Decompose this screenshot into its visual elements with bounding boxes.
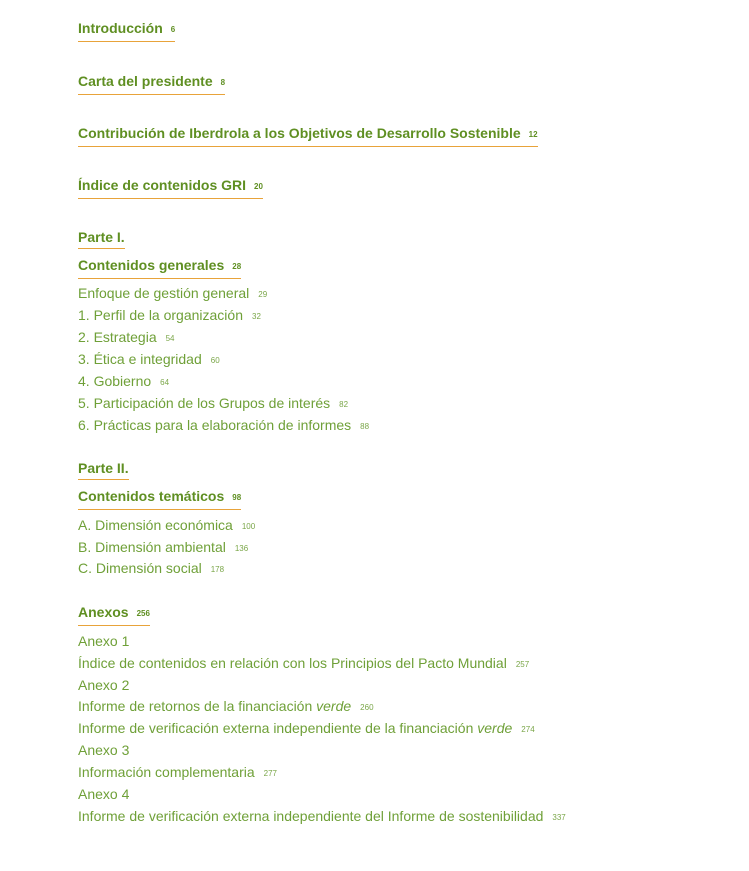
heading-label: Introducción (78, 20, 163, 36)
item-label: 5. Participación de los Grupos de interés (78, 395, 331, 411)
page-number: 337 (552, 813, 566, 822)
toc-item[interactable] (78, 763, 277, 783)
item-label: Informe de verificación externa independiente del Informe de sostenibilidad (78, 808, 544, 824)
toc-item[interactable] (78, 807, 566, 827)
item-label: A. Dimensión económica (78, 517, 233, 533)
toc-heading-introduccion[interactable] (78, 20, 175, 42)
item-label: Información complementaria (78, 764, 255, 780)
item-label: Anexo 3 (78, 742, 130, 758)
item-label: 3. Ética e integridad (78, 351, 202, 367)
item-label: Informe de verificación externa independiente de la financiación (78, 720, 478, 736)
item-label-emphasis: verde (477, 720, 513, 736)
toc-item[interactable] (78, 654, 529, 674)
heading-label: Contenidos generales (78, 257, 225, 273)
heading-label: Carta del presidente (78, 73, 213, 89)
page-number: 136 (234, 544, 249, 553)
item-label: 6. Prácticas para la elaboración de informes (78, 417, 352, 433)
heading-label: Contribución de Iberdrola a los Objetivos de Desarrollo Sostenible (78, 125, 521, 141)
page-number: 64 (160, 378, 170, 387)
page-number: 6 (170, 25, 176, 34)
toc-item[interactable] (78, 516, 255, 536)
item-label: Anexo 1 (78, 633, 130, 649)
page-number: 256 (136, 609, 150, 618)
toc-item[interactable] (78, 416, 369, 436)
page-number: 28 (232, 262, 242, 271)
item-label: C. Dimensión social (78, 560, 202, 576)
item-label: B. Dimensión ambiental (78, 539, 226, 555)
page-number: 82 (339, 400, 349, 409)
page-number: 260 (360, 703, 374, 712)
annex-label (78, 632, 129, 650)
item-label: 2. Estrategia (78, 329, 157, 345)
toc-item[interactable] (78, 538, 248, 558)
item-label: 1. Perfil de la organización (78, 307, 243, 323)
item-label: 4. Gobierno (78, 373, 152, 389)
toc-item[interactable] (78, 328, 175, 348)
page-number: 277 (263, 769, 277, 778)
page-number: 60 (210, 356, 220, 365)
page-number: 257 (515, 660, 530, 669)
toc-heading-carta[interactable] (78, 73, 225, 95)
page-number: 100 (241, 522, 256, 531)
heading-label: Índice de contenidos GRI (78, 177, 247, 193)
part-label: Parte II. (78, 460, 129, 476)
toc-item[interactable] (78, 559, 224, 579)
heading-label: Contenidos temáticos (78, 488, 225, 504)
page-number: 12 (528, 130, 538, 139)
item-label: Índice de contenidos en relación con los Principios del Pacto Mundial (78, 655, 507, 671)
page-number: 178 (210, 565, 225, 574)
annex-label (78, 741, 129, 759)
page-number: 54 (165, 334, 175, 343)
toc-item[interactable] (78, 394, 348, 414)
heading-label: Anexos (78, 604, 129, 620)
toc-heading-contribucion[interactable] (78, 125, 538, 147)
toc-item[interactable] (78, 697, 374, 717)
part-label: Parte I. (78, 229, 125, 245)
annex-label (78, 785, 129, 803)
item-label: Informe de retornos de la financiación (78, 698, 317, 714)
toc-heading-contenidos-generales[interactable] (78, 257, 241, 279)
page-number: 274 (521, 725, 535, 734)
page-number: 32 (252, 312, 261, 321)
annex-label (78, 676, 129, 694)
page-number: 20 (254, 182, 263, 191)
toc-item[interactable] (78, 306, 261, 326)
page-number: 8 (220, 78, 226, 87)
item-label: Anexo 2 (78, 677, 130, 693)
toc-item[interactable] (78, 719, 535, 739)
page-number: 88 (360, 422, 370, 431)
toc-heading-anexos[interactable] (78, 604, 150, 626)
part-title-1 (78, 229, 125, 249)
page-number: 29 (258, 290, 268, 299)
item-label-emphasis: verde (316, 698, 352, 714)
toc-item[interactable] (78, 350, 220, 370)
item-label: Enfoque de gestión general (78, 285, 250, 301)
page-number: 98 (232, 493, 242, 502)
toc-heading-indice-gri[interactable] (78, 177, 263, 199)
toc-item[interactable] (78, 372, 169, 392)
toc-item[interactable] (78, 284, 267, 304)
part-title-2 (78, 460, 129, 480)
item-label: Anexo 4 (78, 786, 130, 802)
toc-heading-contenidos-tematicos[interactable] (78, 488, 241, 510)
